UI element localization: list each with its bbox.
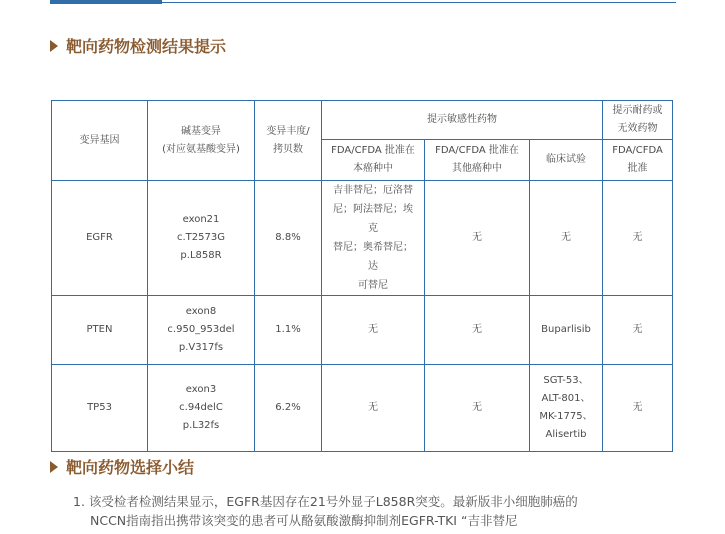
cell-fda-this: 吉非替尼；厄洛替 尼；阿法替尼；埃克 替尼；奥希替尼；达 可替尼 [322,181,425,296]
cell-gene: TP53 [52,365,148,452]
cell-frequency: 6.2% [255,365,322,452]
table-row [52,181,673,296]
header-fda-this-cancer: FDA/CFDA 批准在 本癌种中 [322,140,425,181]
cell-variant: exon3 c.94delC p.L32fs [148,365,255,452]
cell-fda-other: 无 [425,365,530,452]
cell-frequency: 8.8% [255,181,322,296]
header-fda-other-cancer: FDA/CFDA 批准在 其他癌种中 [425,140,530,181]
triangle-bullet-icon [50,461,58,473]
cell-resistant: 无 [603,365,673,452]
header-clinical-trial: 临床试验 [530,140,603,181]
triangle-bullet-icon [50,40,58,52]
header-base-change: 碱基变异 (对应氨基酸变异) [148,101,255,181]
top-rule-accent [50,0,162,4]
top-rule [50,0,676,6]
section-title-text: 靶向药物选择小结 [66,458,195,477]
cell-variant: exon21 c.T2573G p.L858R [148,181,255,296]
cell-clinical: Buparlisib [530,296,603,365]
cell-fda-this: 无 [322,365,425,452]
summary-line: NCCN指南指出携带该突变的患者可从酪氨酸激酶抑制剂EGFR-TKI “吉非替尼 [90,513,518,528]
header-frequency: 变异丰度/ 拷贝数 [255,101,322,181]
cell-fda-this: 无 [322,296,425,365]
cell-fda-other: 无 [425,296,530,365]
header-gene: 变异基因 [52,101,148,181]
header-resistant-drugs: 提示耐药或 无效药物 [603,101,673,140]
cell-gene: EGFR [52,181,148,296]
summary-paragraph [73,492,673,530]
cell-fda-other: 无 [425,181,530,296]
table-row [52,365,673,452]
cell-clinical: 无 [530,181,603,296]
header-fda-approved: FDA/CFDA 批准 [603,140,673,181]
cell-gene: PTEN [52,296,148,365]
table-header-row [52,101,673,140]
cell-frequency: 1.1% [255,296,322,365]
drug-result-table [51,100,673,452]
section-title-targeted-results [50,34,226,57]
cell-resistant: 无 [603,181,673,296]
header-sensitive-drugs: 提示敏感性药物 [322,101,603,140]
cell-variant: exon8 c.950_953del p.V317fs [148,296,255,365]
summary-line: 1. 该受检者检测结果显示，EGFR基因存在21号外显子L858R突变。最新版非小细胞肺癌的 [73,494,578,509]
section-title-drug-summary [50,455,194,478]
section-title-text: 靶向药物检测结果提示 [66,37,227,56]
table-row [52,296,673,365]
cell-clinical: SGT-53、 ALT-801、 MK-1775、 Alisertib [530,365,603,452]
cell-resistant: 无 [603,296,673,365]
